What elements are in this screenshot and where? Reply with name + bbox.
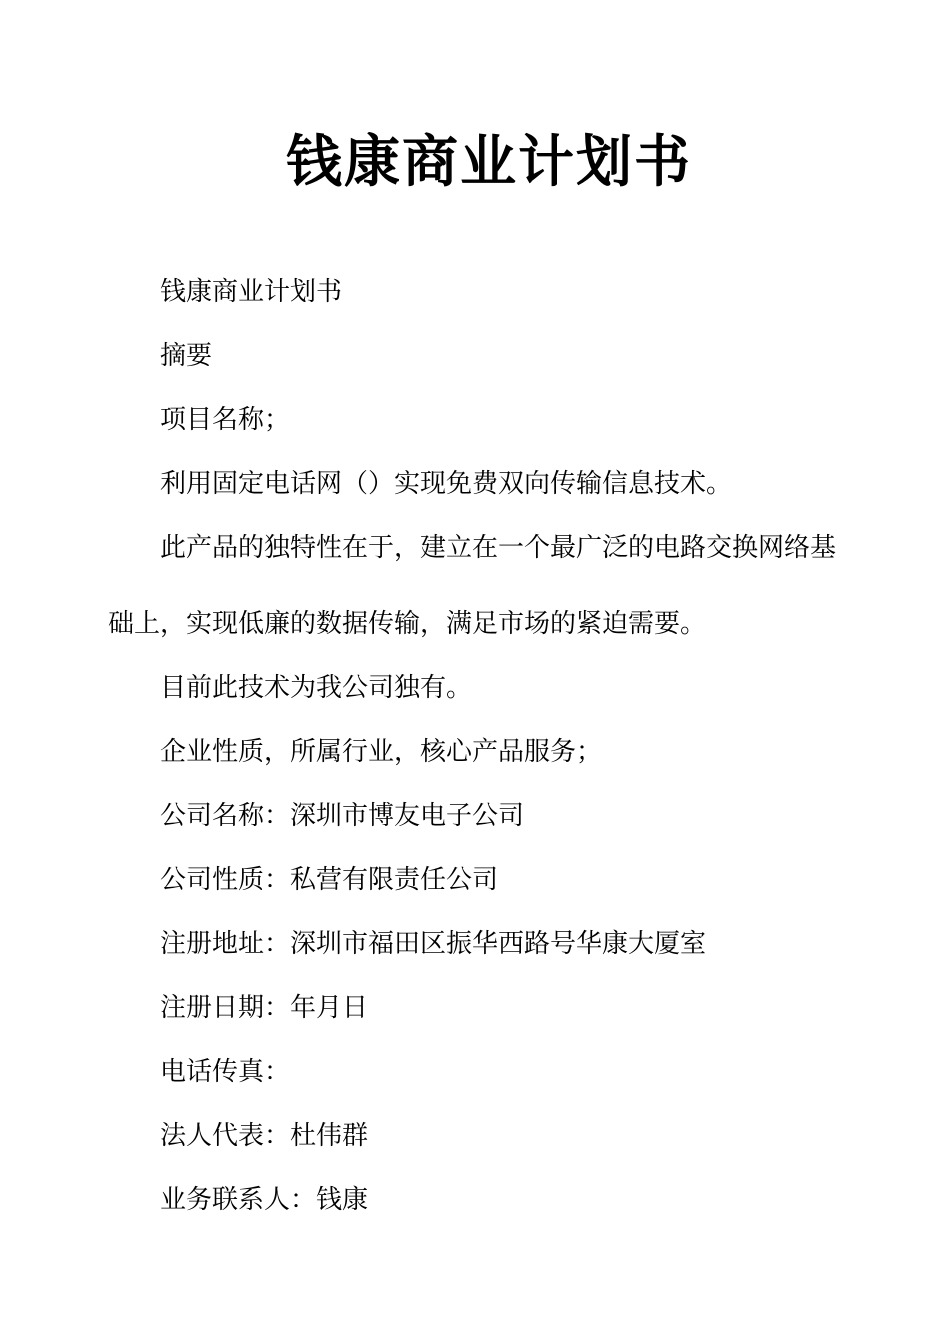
paragraph-legal-representative: 法人代表：杜伟群 [160,1121,369,1151]
paragraph-project-description: 利用固定电话网（）实现免费双向传输信息技术。 [160,469,733,499]
paragraph-plan-name: 钱康商业计划书 [160,277,343,307]
paragraph-business-contact: 业务联系人：钱康 [160,1185,369,1215]
paragraph-exclusive-technology: 目前此技术为我公司独有。 [160,673,473,703]
paragraph-abstract: 摘要 [160,341,213,371]
paragraph-company-name: 公司名称：深圳市博友电子公司 [160,801,525,831]
paragraph-registered-address: 注册地址：深圳市福田区振华西路号华康大厦室 [160,929,707,959]
paragraph-uniqueness: 此产品的独特性在于，建立在一个最广泛的电路交换网络基 [160,533,837,563]
document-title: 钱康商业计划书 [286,130,692,195]
paragraph-uniqueness-continued: 础上，实现低廉的数据传输，满足市场的紧迫需要。 [108,609,707,639]
paragraph-company-nature-heading: 企业性质，所属行业，核心产品服务； [160,737,603,767]
paragraph-company-type: 公司性质：私营有限责任公司 [160,865,499,895]
paragraph-phone-fax: 电话传真： [160,1057,291,1087]
paragraph-registration-date: 注册日期：年月日 [160,993,369,1023]
paragraph-project-name: 项目名称； [160,405,291,435]
